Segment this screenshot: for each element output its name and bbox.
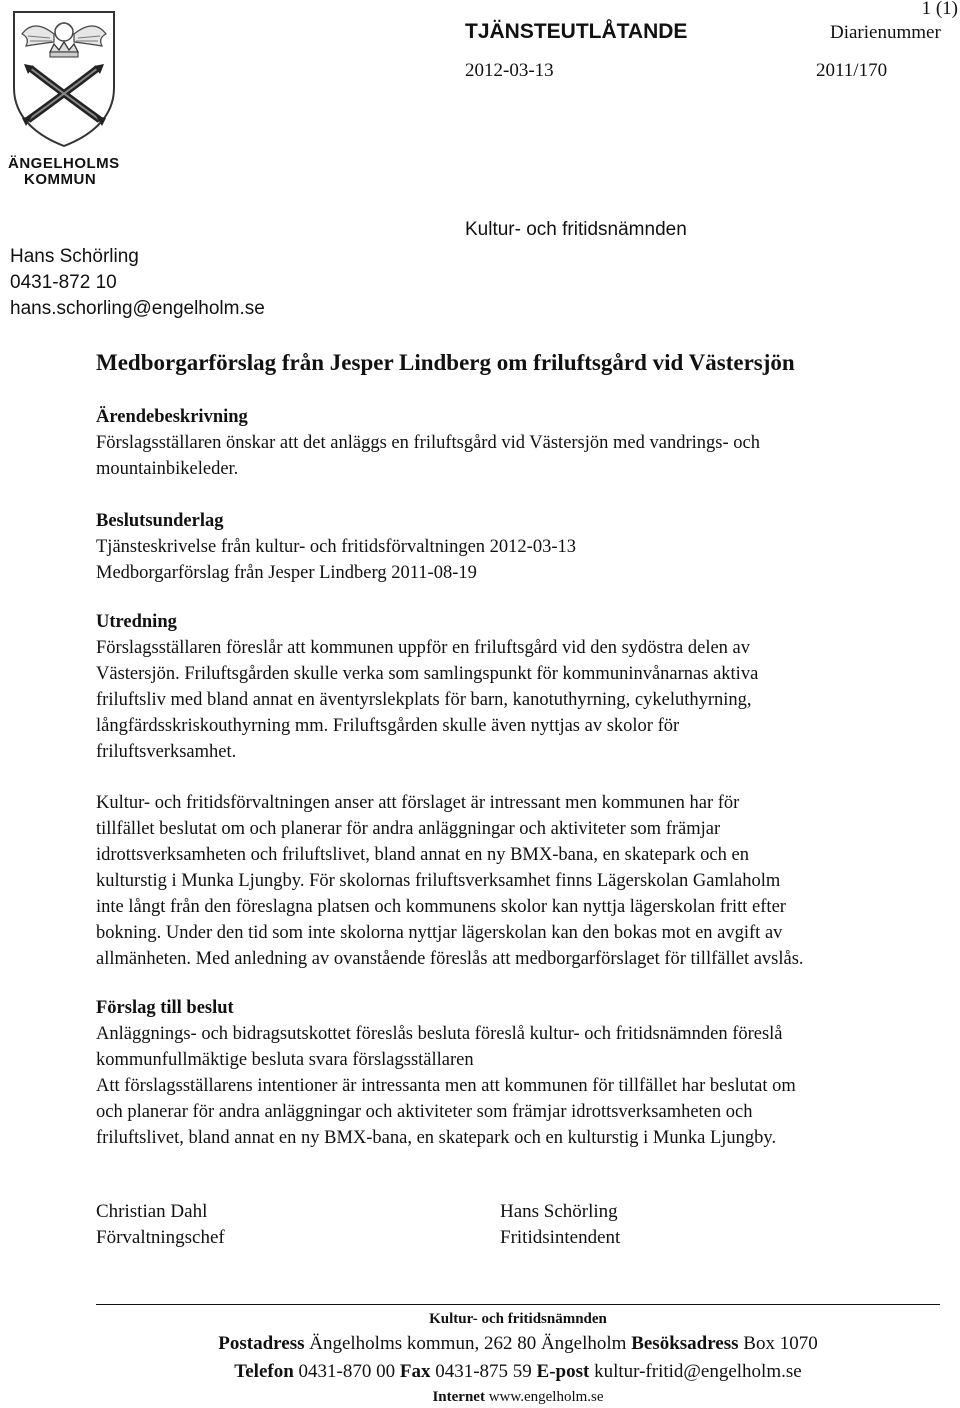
besoksadress-label: Besöksadress (631, 1333, 739, 1354)
section-heading: Ärendebeskrivning (96, 407, 248, 427)
postadress-label: Postadress (218, 1333, 305, 1354)
footer (96, 1308, 940, 1408)
text-line: friluftslivet, bland annat en ny BMX-bana, en skatepark och en kulturstig i Munka Ljungby. (96, 1128, 777, 1148)
fax-value: 0431-875 59 (435, 1361, 532, 1382)
text-line: Förslagsställaren föreslår att kommunen uppför en friluftsgård vid den sydöstra delen av (96, 638, 751, 658)
footer-org: Kultur- och fritidsnämnden (429, 1311, 607, 1327)
section-heading: Förslag till beslut (96, 998, 234, 1018)
recipient: Kultur- och fritidsnämnden (465, 219, 687, 240)
epost-value: kultur-fritid@engelholm.se (594, 1361, 802, 1382)
author-name: Hans Schörling (10, 246, 139, 267)
logo-text-line2: KOMMUN (24, 171, 97, 188)
text-line: Västersjön. Friluftsgården skulle verka som samlingspunkt för kommuninvånarnas aktiva (96, 664, 759, 684)
author-phone: 0431-872 10 (10, 272, 117, 293)
footer-divider (96, 1304, 940, 1305)
page-number: 1 (1) (921, 0, 958, 19)
signer-name: Hans Schörling (500, 1201, 618, 1222)
footer-internet-line (96, 1386, 940, 1408)
author-block (10, 244, 265, 322)
section-forslag-till-beslut (96, 995, 946, 1151)
fax-label: Fax (399, 1361, 431, 1382)
logo-text-line1: ÄNGELHOLMS (8, 155, 120, 172)
internet-label: Internet (432, 1389, 485, 1405)
footer-contact-line (96, 1358, 940, 1386)
epost-label: E-post (536, 1361, 590, 1382)
text-line: Anläggnings- och bidragsutskottet föreslås besluta föreslå kultur- och fritidsnämnden föreslå (96, 1024, 783, 1044)
section-heading: Beslutsunderlag (96, 511, 224, 531)
text-line: allmänheten. Med anledning av ovanstående föreslås att medborgarförslaget för tillfället avslås. (96, 949, 804, 969)
section-beslutsunderlag (96, 508, 946, 586)
author-email: hans.schorling@engelholm.se (10, 298, 265, 319)
internet-value[interactable]: www.engelholm.se (488, 1389, 604, 1405)
text-line: och planerar för andra anläggningar och aktiviteter som främjar idrottsverksamheten och (96, 1102, 753, 1122)
text-line: kommunfullmäktige besluta svara förslagsställaren (96, 1050, 474, 1070)
telefon-value: 0431-870 00 (298, 1361, 396, 1382)
text-line: Att förslagsställarens intentioner är intressanta men att kommunen för tillfället har beslutat om (96, 1076, 796, 1096)
signature-right (500, 1199, 620, 1251)
document-date: 2012-03-13 (465, 60, 554, 81)
telefon-label: Telefon (234, 1361, 294, 1382)
besoksadress-value: Box 1070 (743, 1333, 818, 1354)
text-line: kulturstig i Munka Ljungby. För skolornas friluftsverksamhet finns Lägerskolan Gamlaholm (96, 871, 781, 891)
diarie-label: Diarienummer (830, 22, 941, 43)
postadress-value: Ängelholms kommun, 262 80 Ängelholm (309, 1333, 627, 1354)
municipality-logo (8, 8, 120, 188)
signer-name: Christian Dahl (96, 1201, 208, 1222)
text-line: långfärdsskriskouthyrning mm. Friluftsgården skulle även nyttjas av skolor för (96, 716, 680, 736)
document-title: Medborgarförslag från Jesper Lindberg om friluftsgård vid Västersjön (96, 350, 795, 375)
coat-of-arms-icon (8, 8, 120, 150)
diarie-number: 2011/170 (816, 60, 888, 81)
text-line: Förslagsställaren önskar att det anläggs en friluftsgård vid Västersjön med vandrings- och (96, 433, 760, 453)
text-line: friluftsliv med bland annat en äventyrslekplats för barn, kanotuthyrning, cykeluthyrning, (96, 690, 752, 710)
text-line: friluftsverksamhet. (96, 742, 237, 762)
document-type: TJÄNSTEUTLÅTANDE (465, 20, 688, 43)
text-line: tillfället beslutat om och planerar för andra anläggningar och aktiviteter som främjar (96, 819, 721, 839)
footer-address-line (96, 1330, 940, 1358)
section-utredning (96, 609, 946, 765)
signer-title: Fritidsintendent (500, 1227, 621, 1248)
signer-title: Förvaltningschef (96, 1227, 225, 1248)
text-line: Tjänsteskrivelse från kultur- och fritidsförvaltningen 2012-03-13 (96, 537, 576, 557)
text-line: Medborgarförslag från Jesper Lindberg 2011-08-19 (96, 563, 477, 583)
signature-left (96, 1199, 225, 1251)
section-heading: Utredning (96, 612, 177, 632)
section-assessment (96, 790, 946, 972)
section-arendebeskrivning (96, 404, 946, 482)
text-line: bokning. Under den tid som inte skolorna nyttjar lägerskolan kan den bokas mot en avgift av (96, 923, 783, 943)
text-line: inte långt från den föreslagna platsen och kommunens skolor kan nyttja lägerskolan fritt efter (96, 897, 786, 917)
text-line: Kultur- och fritidsförvaltningen anser att förslaget är intressant men kommunen har för (96, 793, 740, 813)
text-line: idrottsverksamheten och friluftslivet, bland annat en ny BMX-bana, en skatepark och en (96, 845, 749, 865)
text-line: mountainbikeleder. (96, 459, 239, 479)
